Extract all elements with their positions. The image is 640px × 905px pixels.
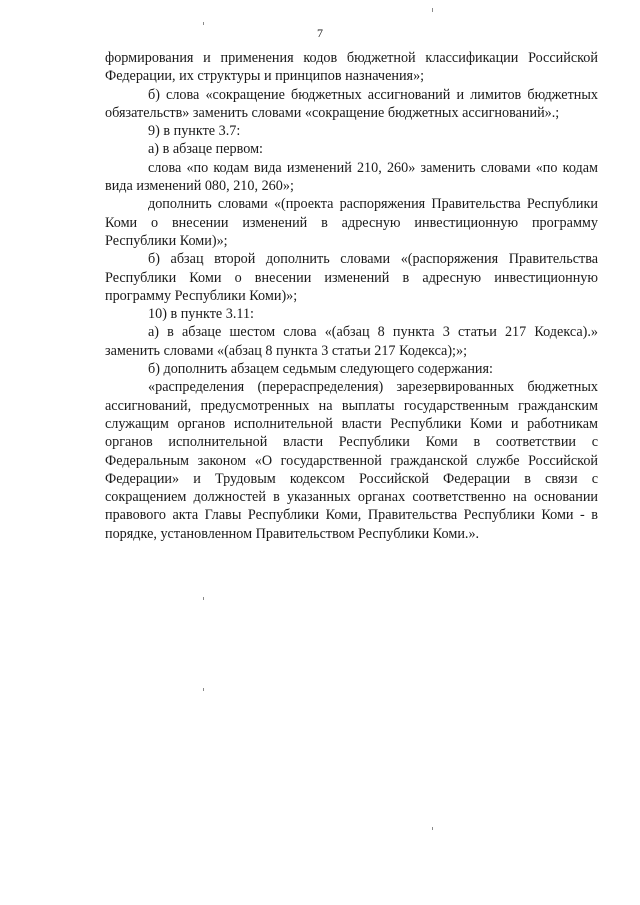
paragraph-6: дополнить словами «(проекта распоряжения Правительства Республики Коми о внесении изменений в адресную инвестиционную программу Республики Коми)»; xyxy=(105,196,598,249)
scan-speck xyxy=(203,688,204,691)
document-body xyxy=(105,49,598,543)
paragraph-10: б) дополнить абзацем седьмым следующего содержания: xyxy=(148,361,493,378)
page-number: 7 xyxy=(317,26,323,40)
paragraph-1: формирования и применения кодов бюджетной классификации Российской Федерации, их структуры и принципов назначения»; xyxy=(105,50,598,85)
paragraph-4: а) в абзаце первом: xyxy=(148,141,263,158)
paragraph-3: 9) в пункте 3.7: xyxy=(148,123,241,140)
scan-speck xyxy=(203,597,204,600)
scan-speck xyxy=(432,8,433,12)
paragraph-11: «распределения (перераспределения) зарезервированных бюджетных ассигнований, предусмотренных на выплаты государственным гражданским служащим органов исполнительной власти Республики Коми и работникам органов исполнительной власти Республики Коми в соответствии с Федеральным законом «О государственной гражданской службе Российской Федерации» и Трудовым кодексом Российской Федерации в связи с сокращением должностей в указанных органах соответственно на основании правового акта Главы Республики Коми, Правительства Республики Коми - в порядке, установленном Правительством Республики Коми.». xyxy=(105,379,598,542)
paragraph-2: б) слова «сокращение бюджетных ассигнований и лимитов бюджетных обязательств» заменить словами «сокращение бюджетных ассигнований».; xyxy=(105,86,598,121)
scan-speck xyxy=(432,827,433,830)
paragraph-9: а) в абзаце шестом слова «(абзац 8 пункта 3 статьи 217 Кодекса).» заменить словами «(абзац 8 пункта 3 статьи 217 Кодекса);»; xyxy=(105,324,598,359)
paragraph-8: 10) в пункте 3.11: xyxy=(148,306,254,323)
paragraph-7: б) абзац второй дополнить словами «(распоряжения Правительства Республики Коми о внесении изменений в адресную инвестиционную программу Республики Коми)»; xyxy=(105,251,598,304)
paragraph-5: слова «по кодам вида изменений 210, 260» заменить словами «по кодам вида изменений 080, 210, 260»; xyxy=(105,159,598,195)
scan-speck xyxy=(203,22,204,25)
